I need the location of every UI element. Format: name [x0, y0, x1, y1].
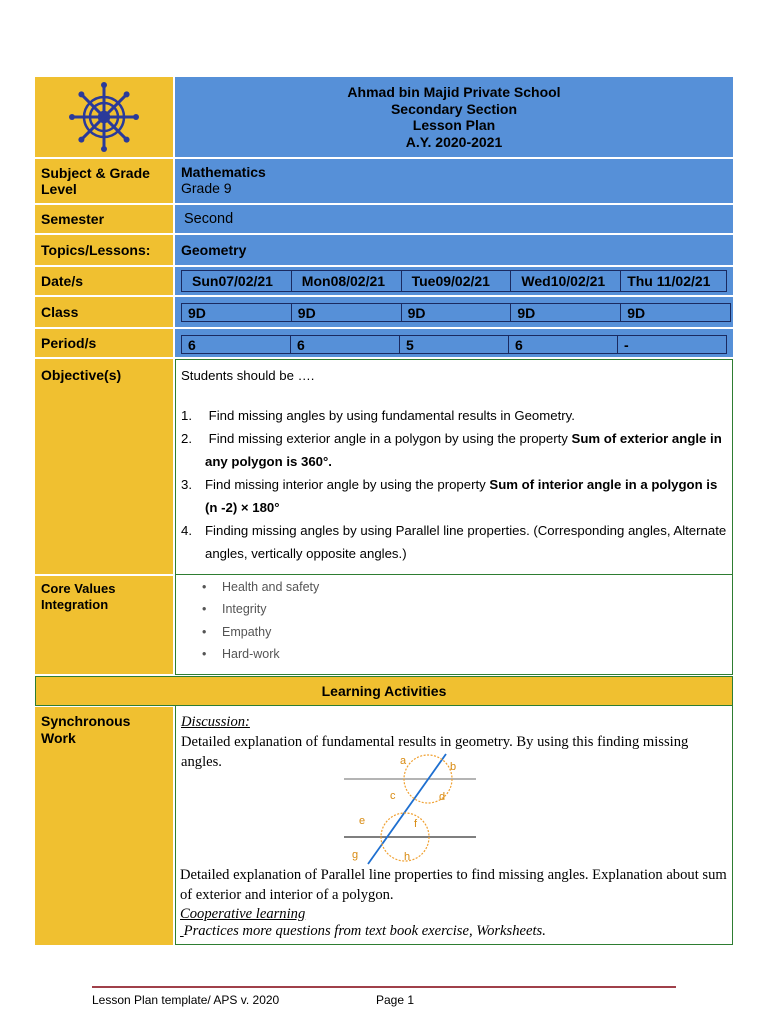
date-item: Sun07/02/21: [182, 271, 292, 291]
class-item: 9D: [402, 304, 512, 321]
grade-level: Grade 9: [181, 180, 232, 196]
class-item: 9D: [292, 304, 402, 321]
angle-label-b: b: [450, 761, 457, 773]
core-values-label: Core Values Integration: [41, 581, 116, 612]
footer-template: Lesson Plan template/ APS v. 2020: [92, 993, 280, 1007]
learning-activities-title: Learning Activities: [321, 683, 447, 699]
parallel-lines-paragraph: Detailed explanation of Parallel line properties to find missing angles. Explanation about sum of exterior and interior of a polygon.: [180, 867, 727, 903]
document-title: Lesson Plan: [412, 117, 496, 133]
core-value-item: • Integrity: [202, 598, 732, 620]
angle-label-a: a: [400, 755, 407, 767]
dates-label: Date/s: [35, 267, 173, 295]
learning-activities-header: [35, 676, 733, 706]
class-item: 9D: [627, 304, 646, 321]
parallel-lines-diagram: [338, 752, 480, 868]
academic-year: A.Y. 2020-2021: [405, 133, 503, 150]
subject-name: Mathematics: [181, 164, 266, 180]
footer-rule: [92, 986, 676, 988]
core-values-cell: [175, 575, 733, 675]
objectives-label: Objective(s): [41, 367, 122, 383]
synchronous-lower-text: [180, 865, 728, 939]
class-label: Class: [35, 297, 173, 327]
topics-value: Geometry: [181, 242, 247, 258]
objective-item: 2. Find missing exterior angle in a polygon by using the property Sum of exterior angle in any polygon is 360°.: [181, 431, 722, 469]
subject-cell: [175, 159, 733, 203]
subject-label: Subject & Grade Level: [35, 159, 173, 203]
core-values-list: [176, 575, 732, 665]
class-item: 9D: [511, 304, 621, 321]
core-value-item: • Hard-work: [202, 643, 732, 665]
objectives-cell: [175, 359, 733, 575]
topics-label: Topics/Lessons:: [35, 235, 173, 265]
core-value-item: • Health and safety: [202, 576, 732, 598]
school-section: Secondary Section: [390, 100, 518, 117]
objectives-intro: Students should be ….: [181, 368, 315, 383]
period-item: 6: [291, 336, 400, 353]
footer-page: Page 1: [376, 993, 415, 1007]
period-item: 5: [400, 336, 509, 353]
transversal-line: [368, 754, 446, 864]
synchronous-label-cell: [35, 707, 173, 945]
objective-item: 3. Find missing interior angle by using the property Sum of interior angle in a polygon is (n -2) × 180°: [181, 477, 718, 515]
date-item: Wed10/02/21: [511, 271, 621, 291]
objectives-label-cell: [35, 359, 173, 574]
cooperative-text: Practices more questions from text book exercise, Worksheets.: [183, 923, 546, 939]
objective-item: 1. Find missing angles by using fundamental results in Geometry.: [181, 408, 575, 423]
topics-cell: [175, 235, 733, 265]
angle-label-h: h: [404, 851, 411, 863]
synchronous-label: Synchronous Work: [41, 713, 131, 746]
class-item: 9D: [182, 304, 292, 321]
angle-label-e: e: [359, 815, 366, 827]
period-item: 6: [509, 336, 618, 353]
angle-label-g: g: [352, 849, 359, 861]
core-values-label-cell: [35, 576, 173, 674]
school-header: [175, 77, 733, 157]
ship-wheel-icon: [68, 81, 140, 153]
core-value-item: • Empathy: [202, 621, 732, 643]
date-item: Mon08/02/21: [292, 271, 402, 291]
objectives-list: [181, 404, 727, 565]
angle-label-f: f: [414, 818, 418, 830]
class-grid: [181, 303, 731, 322]
logo-cell: [35, 77, 173, 157]
periods-label: Period/s: [35, 329, 173, 357]
objective-item: 4. Finding missing angles by using Parallel line properties. (Corresponding angles, Alternate angles, vertically opposite angles.): [181, 523, 727, 561]
date-item: Tue09/02/21: [402, 271, 512, 291]
period-item: -: [624, 336, 629, 353]
cooperative-heading: Cooperative learning: [180, 906, 306, 922]
semester-label: Semester: [35, 205, 173, 233]
semester-cell: [175, 205, 733, 233]
semester-value: Second: [184, 211, 234, 227]
periods-grid: [181, 335, 727, 354]
angle-label-c: c: [390, 790, 396, 802]
date-item: Thu 11/02/21: [627, 273, 711, 289]
dates-grid: [181, 270, 727, 292]
period-item: 6: [182, 336, 291, 353]
school-name: Ahmad bin Majid Private School: [347, 84, 561, 100]
discussion-heading: Discussion:: [181, 714, 250, 730]
discussion-paragraph: Detailed explanation of fundamental results in geometry. By using this finding missing angles.: [181, 734, 689, 770]
angle-label-d: d: [439, 791, 446, 803]
